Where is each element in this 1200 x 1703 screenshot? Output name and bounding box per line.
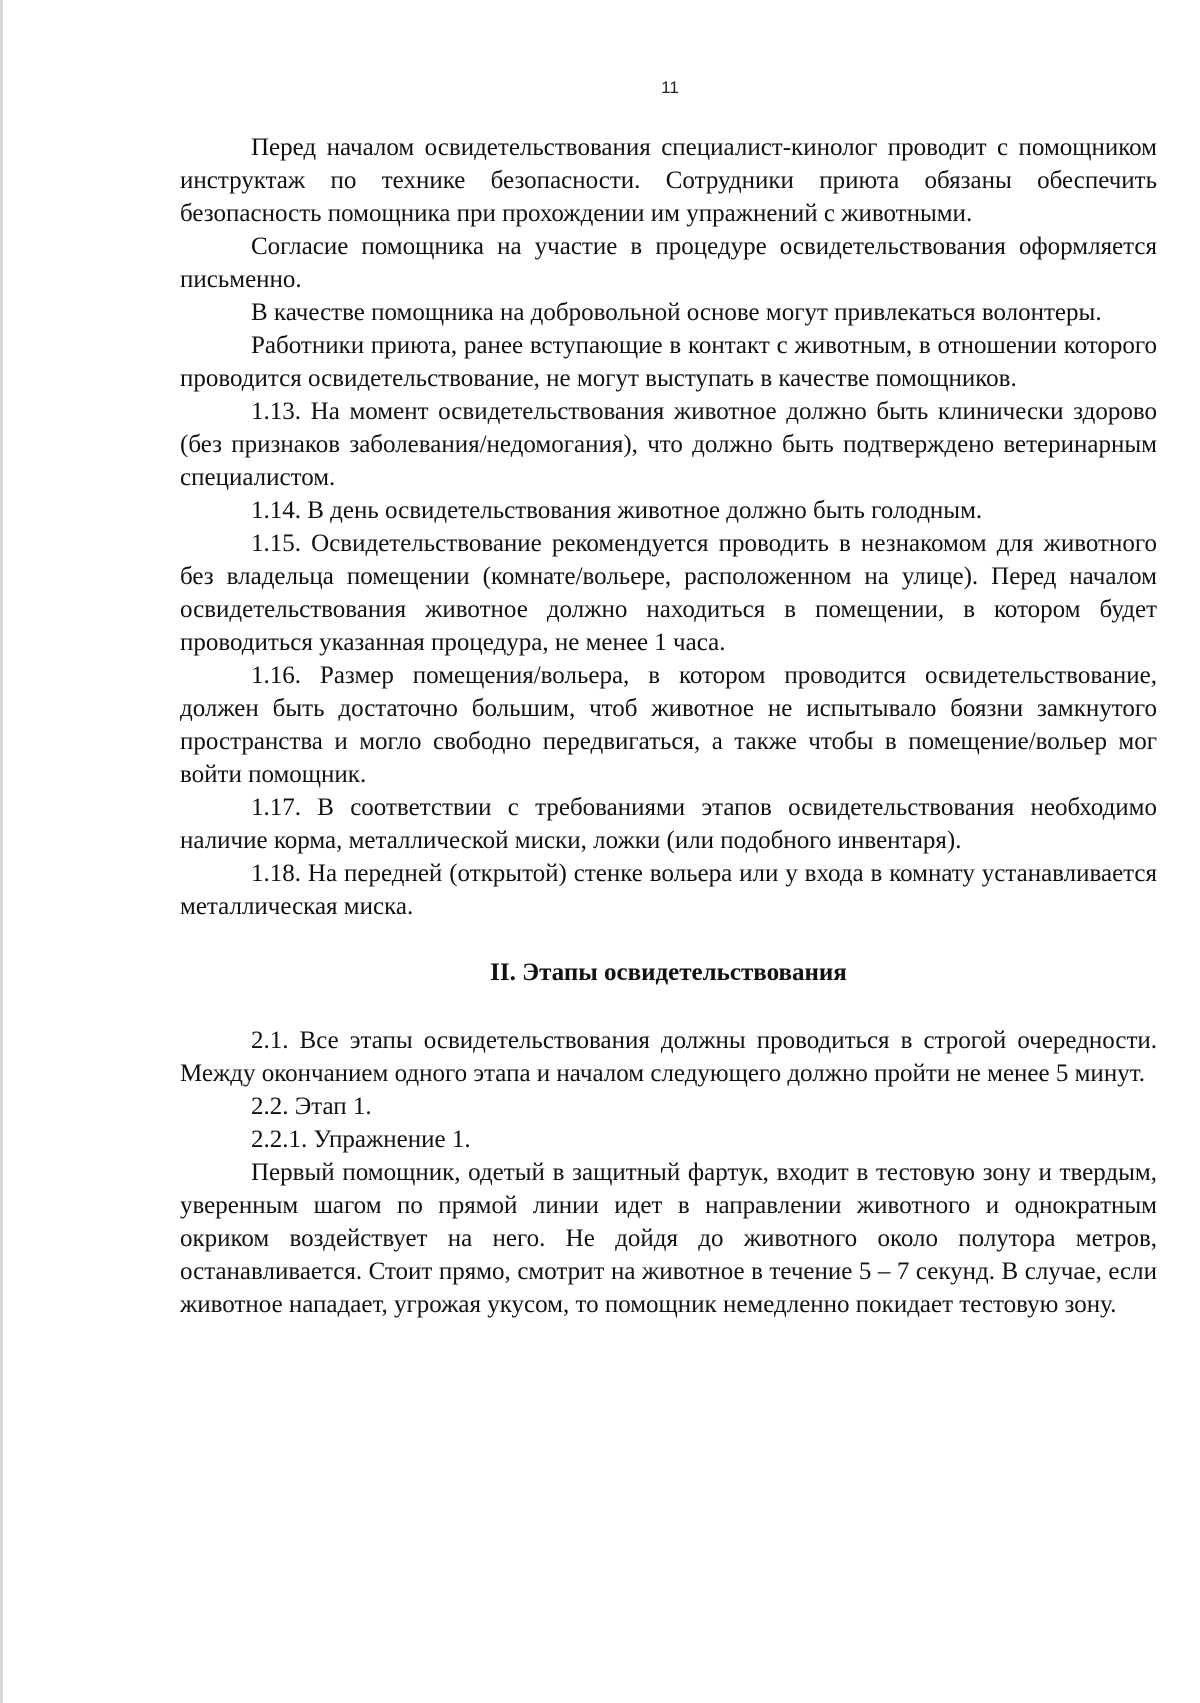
- paragraph-1-13: 1.13. На момент освидетельствования животное должно быть клинически здорово (без признаков заболевания/недомогания), что должно быть подтверждено ветеринарным специалистом.: [180, 398, 1157, 491]
- paragraph-shelter-workers: Работники приюта, ранее вступающие в контакт с животным, в отношении которого проводится освидетельствование, не могут выступать в качестве помощников.: [180, 332, 1157, 392]
- paragraph-1-17: 1.17. В соответствии с требованиями этапов освидетельствования необходимо наличие корма, металлической миски, ложки (или подобного инвентаря).: [180, 794, 1157, 854]
- paragraph-assistant-consent: Согласие помощника на участие в процедуре освидетельствования оформляется письменно.: [180, 233, 1157, 293]
- paragraph-2-1: 2.1. Все этапы освидетельствования должны проводиться в строгой очередности. Между окончанием одного этапа и началом следующего должно пройти не менее 5 минут.: [180, 1027, 1157, 1087]
- section-heading: II. Этапы освидетельствования: [490, 959, 847, 986]
- paragraph-1-14: 1.14. В день освидетельствования животное должно быть голодным.: [251, 497, 983, 524]
- paragraph-safety-briefing: Перед началом освидетельствования специалист-кинолог проводит с помощником инструктаж по технике безопасности. Сотрудники приюта обязаны обеспечить безопасность помощника при прохождении им упражнений с животными.: [180, 134, 1157, 227]
- paragraph-exercise-description: Первый помощник, одетый в защитный фартук, входит в тестовую зону и твердым, уверенным шагом по прямой линии идет в направлении животного и однократным окриком воздействует на него. Не дойдя до животного около полутора метров, останавливается. Стоит прямо, смотрит на животное в течение 5 – 7 секунд. В случае, если животное нападает, угрожая укусом, то помощник немедленно покидает тестовую зону.: [180, 1159, 1157, 1318]
- document-body: [180, 131, 1157, 1321]
- paragraph-1-15: 1.15. Освидетельствование рекомендуется проводить в незнакомом для животного без владельца помещении (комнате/вольере, расположенном на улице). Перед началом освидетельствования животное должно находиться в помещении, в котором будет проводиться указанная процедура, не менее 1 часа.: [180, 530, 1157, 656]
- paragraph-volunteers: В качестве помощника на добровольной основе могут привлекаться волонтеры.: [251, 299, 1102, 326]
- page-number: 11: [661, 78, 679, 97]
- paragraph-2-2-1: 2.2.1. Упражнение 1.: [251, 1126, 471, 1153]
- paragraph-2-2: 2.2. Этап 1.: [251, 1093, 372, 1120]
- paragraph-1-18: 1.18. На передней (открытой) стенке вольера или у входа в комнату устанавливается металлическая миска.: [180, 860, 1157, 920]
- paragraph-1-16: 1.16. Размер помещения/вольера, в котором проводится освидетельствование, должен быть достаточно большим, чтоб животное не испытывало боязни замкнутого пространства и могло свободно передвигаться, а также чтобы в помещение/вольер мог войти помощник.: [180, 662, 1157, 788]
- scan-edge: [0, 0, 3, 1703]
